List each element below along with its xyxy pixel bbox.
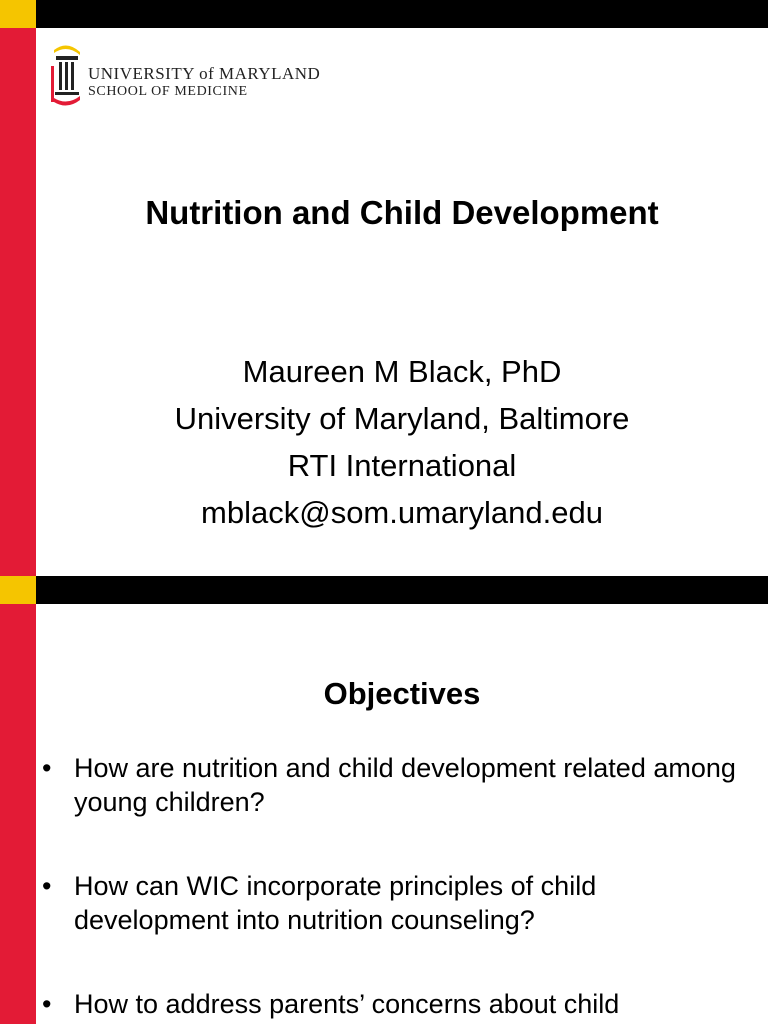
author-block [36,348,768,536]
bullet-icon: • [42,871,52,901]
objectives-list [38,751,738,1024]
logo-university-name: UNIVERSITY of MARYLAND [88,64,321,83]
list-item [38,987,738,1021]
logo-school-name: SCHOOL OF MEDICINE [88,84,248,99]
objectives-title: Objectives [323,676,481,711]
university-logo [50,40,330,112]
bullet-icon: • [42,989,52,1019]
author-email: mblack@som.umaryland.edu [201,495,603,530]
objectives-slide [0,576,768,1024]
list-item-text: How can WIC incorporate principles of child development into nutrition counseling? [74,871,597,935]
gold-corner-block [0,576,36,604]
list-item [38,869,738,937]
red-sidebar [0,604,36,1024]
top-black-bar [36,0,768,28]
author-name: Maureen M Black, PhD [242,354,562,389]
gold-corner-block [0,0,36,28]
red-sidebar [0,28,36,576]
list-item-text: How are nutrition and child development related among young children? [74,753,736,817]
university-seal-icon [50,40,84,112]
list-item [38,751,738,819]
top-black-bar [36,576,768,604]
slide-title: Nutrition and Child Development [145,194,659,231]
author-affiliation: University of Maryland, Baltimore [174,401,630,436]
author-organization: RTI International [287,448,517,483]
list-item-text: How to address parents’ concerns about child [74,989,620,1019]
bullet-icon: • [42,753,52,783]
